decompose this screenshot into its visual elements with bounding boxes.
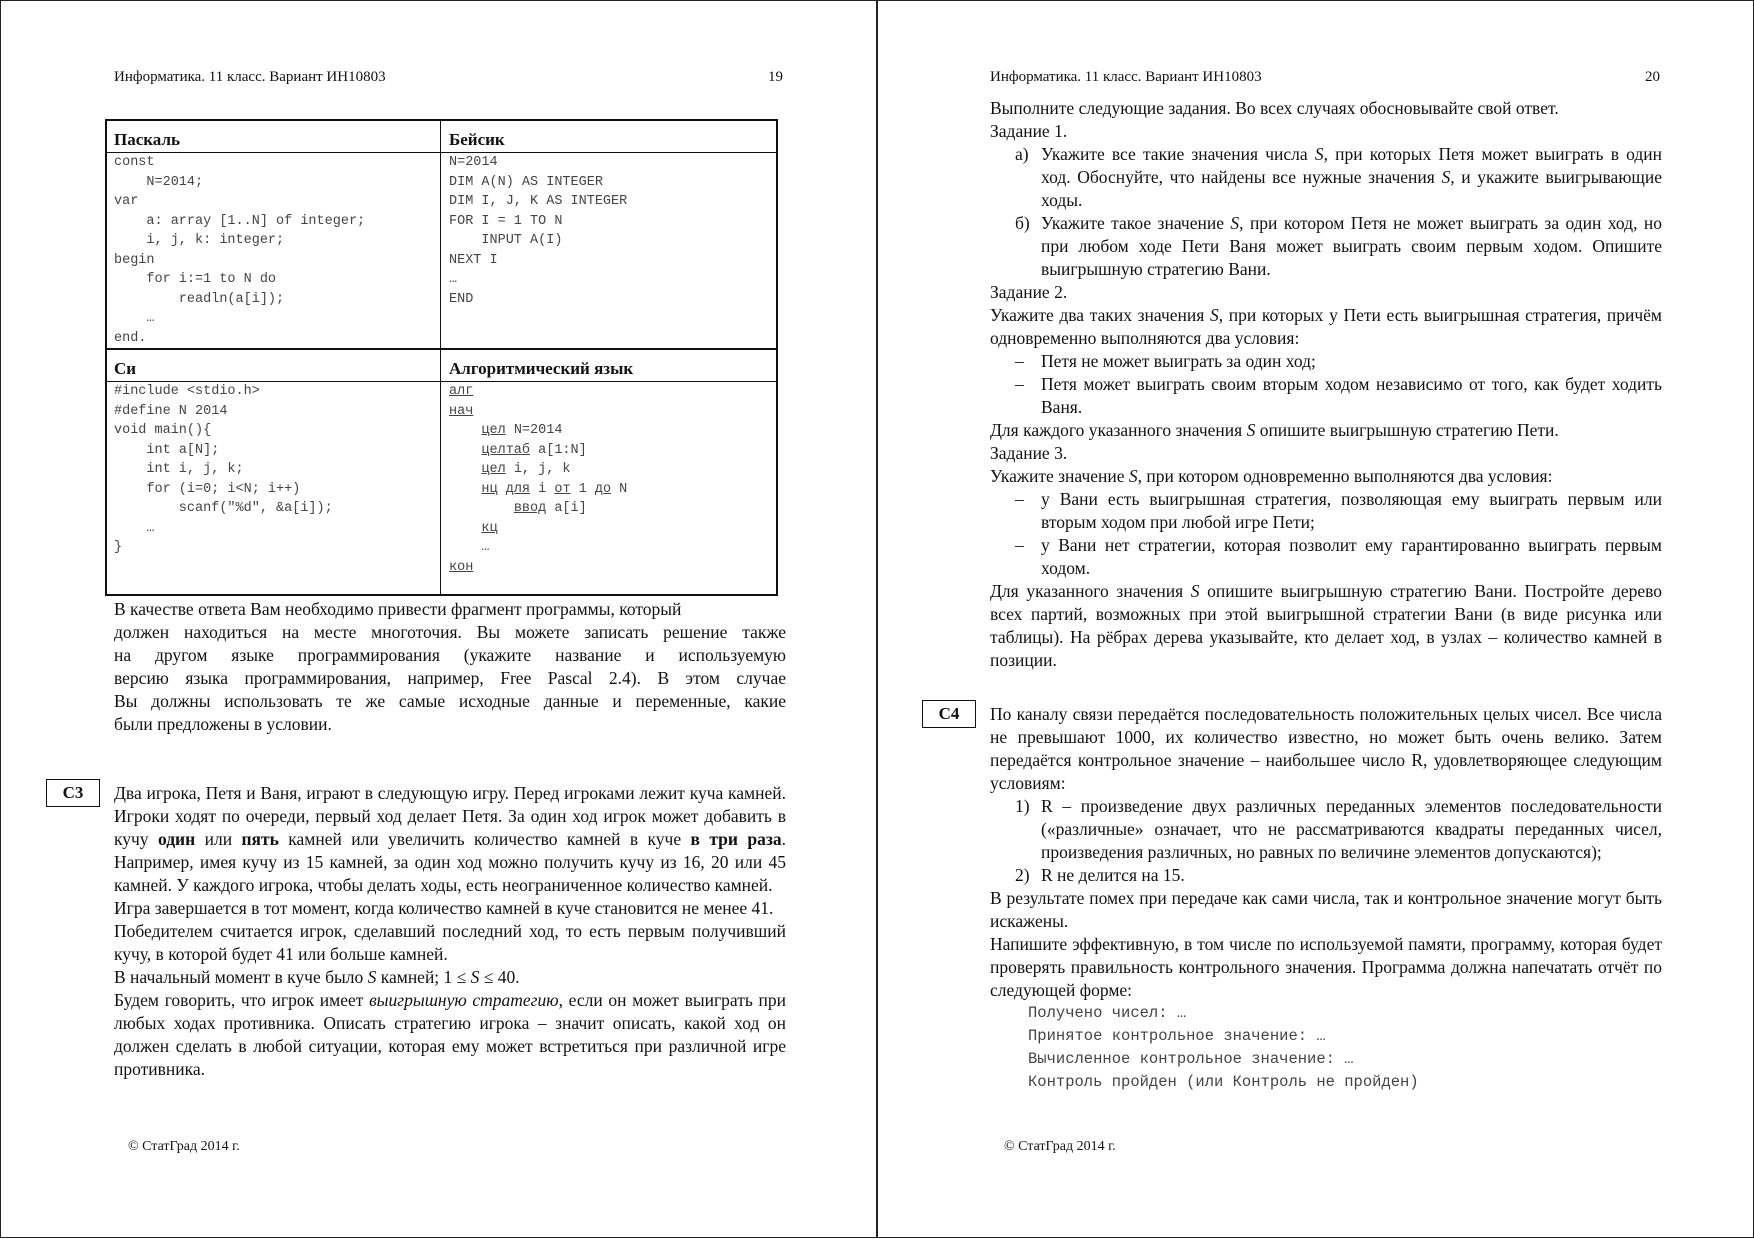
list-text: R – произведение двух различных переданных элементов последовательности («различные» означает, что не рассматриваются квадраты переданных чисел, произведения различных, но равных по величине элементов допускаются); [1041, 796, 1662, 862]
task2-item-1 [990, 350, 1662, 373]
code-line: for (i=0; i<N; i++) [114, 481, 301, 497]
c3-text [114, 782, 786, 1081]
intro-text: Выполните следующие задания. Во всех случаях обосновывайте свой ответ. [990, 98, 1559, 118]
code-line: #define N 2014 [114, 403, 228, 419]
code-line: алг [449, 384, 474, 399]
list-text: Укажите все такие значения числа S, при которых Петя может выиграть в один ход. Обоснуйте, что найдены все нужные значения S, и укажите выигрывающие ходы. [1041, 144, 1663, 210]
task3-item-1 [990, 488, 1662, 534]
pascal-code [114, 153, 365, 348]
code-line: FOR I = 1 TO N [449, 213, 563, 229]
list-text: R не делится на 15. [1041, 865, 1185, 885]
dash-marker: – [1015, 351, 1024, 371]
list-text: у Вани есть выигрышная стратегия, позволяющая ему выиграть первым или вторым ходом при любой игре Пети; [1041, 489, 1662, 532]
c3-paragraph-1: Два игрока, Петя и Ваня, играют в следующую игру. Перед игроками лежит куча камней. Игроки ходят по очереди, первый ход делает Петя. За один ход игрок может добавить в кучу один или пять камней или увеличить количество камней в куче в три раза. Например, имея кучу из 15 камней, за один ход можно получить кучу из 16, 20 или 45 камней. У каждого игрока, чтобы делать ходы, есть неограниченное количество камней. [114, 783, 787, 895]
c3-paragraph-3: Победителем считается игрок, сделавший последний ход, то есть первым получивший кучу, в которой будет 41 или больше камней. [114, 921, 786, 964]
c3-paragraph-2: Игра завершается в тот момент, когда количество камней в куче становится не менее 41. [114, 898, 774, 918]
task3-title: Задание 3. [990, 443, 1068, 463]
text-line: были предложены в условии. [114, 714, 332, 734]
c4-item-2 [990, 864, 1662, 887]
right-copyright: © СтатГрад 2014 г. [1004, 1139, 1116, 1154]
code-line: … [449, 272, 458, 287]
code-line: void main(){ [114, 423, 212, 438]
task2-text: Укажите два таких значения S, при которых у Пети есть выигрышная стратегия, причём одновременно выполняются два условия: [990, 305, 1663, 348]
task1-item-b [990, 212, 1662, 281]
list-text: Петя может выиграть своим вторым ходом независимо от того, как будет ходить Ваня. [1041, 374, 1662, 417]
list-text: у Вани нет стратегии, которая позволит ему гарантированно выиграть первым ходом. [1041, 535, 1662, 578]
text-line: на другом языке программирования (укажите название и используемую [114, 645, 786, 665]
code-line: цел i, j, k [481, 462, 571, 477]
code-line: целтаб a[1:N] [481, 442, 587, 458]
code-line: … [114, 311, 155, 326]
code-line: цел N=2014 [481, 423, 563, 438]
code-line: INPUT A(I) [449, 233, 563, 248]
code-line: нц для i от 1 до N [481, 481, 628, 497]
code-line: DIM I, J, K AS INTEGER [449, 194, 628, 209]
task2-title: Задание 2. [990, 282, 1068, 302]
code-line: END [449, 291, 474, 307]
output-form [990, 1002, 1662, 1094]
code-line: var [114, 194, 139, 209]
list-marker: 2) [1015, 865, 1030, 885]
right-page-number: 20 [1645, 69, 1660, 85]
code-line: a: array [1..N] of integer; [114, 213, 366, 229]
task1-item-a [990, 143, 1662, 212]
code-line: N=2014 [449, 155, 498, 170]
code-line: int i, j, k; [114, 462, 244, 477]
text-line: В качестве ответа Вам необходимо привести фрагмент программы, который [114, 599, 682, 619]
code-line: … [481, 540, 490, 555]
algo-column-title: Алгоритмический язык [449, 359, 634, 378]
c3-paragraph-5: Будем говорить, что игрок имеет выигрышную стратегию, если он может выиграть при любых ходах противника. Описать стратегию игрока – значит описать, какой ход он должен сделать в любой ситуации, которая ему может встретиться при различной игре противника. [114, 990, 786, 1079]
dash-marker: – [1015, 374, 1024, 394]
task-label-c3: С3 [46, 779, 100, 807]
text-line: версию языка программирования, например, Free Pascal 2.4). В этом случае [114, 668, 786, 688]
list-marker: а) [1015, 144, 1029, 164]
task3-text: Укажите значение S, при котором одновременно выполняются два условия: [990, 466, 1553, 486]
c-column-title: Си [114, 359, 137, 378]
pascal-column-title: Паскаль [114, 130, 180, 149]
code-line: кон [449, 559, 474, 575]
code-line: for i:=1 to N do [114, 272, 277, 287]
list-text: Укажите такое значение S, при котором Петя не может выиграть за один ход, но при любом ходе Пети Ваня может выиграть своим первым ходом. Опишите выигрышную стратегию Вани. [1041, 213, 1662, 279]
code-line: NEXT I [449, 252, 498, 268]
code-line: DIM A(N) AS INTEGER [449, 174, 603, 190]
left-page-header-title: Информатика. 11 класс. Вариант ИН10803 [114, 69, 386, 85]
code-line: нач [449, 403, 474, 419]
task2-item-2 [990, 373, 1662, 419]
code-line: #include <stdio.h> [114, 384, 260, 399]
task3-item-2 [990, 534, 1662, 580]
dash-marker: – [1015, 489, 1024, 509]
c4-paragraph-1: По каналу связи передаётся последовательность положительных целых чисел. Все числа не превышают 1000, их количество известно, но может быть очень велико. Затем передаётся контрольное значение – наибольшее число R, удовлетворяющее следующим условиям: [990, 704, 1662, 793]
c4-item-1 [990, 795, 1662, 864]
output-line: Контроль пройден (или Контроль не пройден) [1028, 1073, 1419, 1091]
code-line: } [114, 540, 123, 555]
basic-code [449, 153, 627, 309]
left-page-number: 19 [768, 69, 783, 85]
code-line: end. [114, 330, 147, 346]
code-line: N=2014; [114, 174, 204, 190]
list-marker: 1) [1015, 796, 1030, 816]
answer-paragraph [114, 598, 786, 736]
left-copyright: © СтатГрад 2014 г. [128, 1139, 240, 1154]
code-line: begin [114, 252, 155, 268]
list-text: Петя не может выиграть за один ход; [1041, 351, 1316, 371]
list-marker: б) [1015, 213, 1030, 233]
task3-tail: Для указанного значения S опишите выигрышную стратегию Вани. Постройте дерево всех партий, возможных при этой выигрышной стратегии Вани (в виде рисунка или таблицы). На рёбрах дерева указывайте, кто делает ход, в узлах – количество камней в позиции. [990, 581, 1662, 670]
text-line: должен находиться на месте многоточия. Вы можете записать решение также [114, 622, 786, 642]
code-line: const [114, 155, 155, 170]
c4-paragraph-2: В результате помех при передаче как сами числа, так и контрольное значение могут быть искажены. [990, 888, 1662, 931]
c4-paragraph-3: Напишите эффективную, в том числе по используемой памяти, программу, которая будет проверять правильность контрольного значения. Программа должна напечатать отчёт по следующей форме: [990, 934, 1662, 1000]
code-line: i, j, k: integer; [114, 233, 285, 248]
right-page-header-title: Информатика. 11 класс. Вариант ИН10803 [990, 69, 1262, 85]
output-line: Получено чисел: … [1028, 1004, 1187, 1022]
task2-tail: Для каждого указанного значения S опишите выигрышную стратегию Пети. [990, 420, 1559, 440]
code-line: ввод a[i] [513, 501, 587, 516]
task-label-c4: С4 [922, 700, 976, 728]
c-code [114, 382, 333, 558]
code-line: scanf("%d", &a[i]); [114, 501, 333, 516]
right-page-body [990, 97, 1662, 672]
c4-text [990, 703, 1662, 1094]
output-line: Вычисленное контрольное значение: … [1028, 1050, 1354, 1068]
output-line: Принятое контрольное значение: … [1028, 1027, 1326, 1045]
dash-marker: – [1015, 535, 1024, 555]
code-line: readln(a[i]); [114, 291, 285, 307]
code-line: int a[N]; [114, 442, 220, 458]
algo-code [449, 382, 627, 577]
basic-column-title: Бейсик [449, 130, 505, 149]
code-line: … [114, 520, 155, 536]
code-line: кц [481, 520, 498, 536]
c3-paragraph-4: В начальный момент в куче было S камней; 1 ≤ S ≤ 40. [114, 967, 520, 987]
task1-title: Задание 1. [990, 121, 1068, 141]
text-line: Вы должны использовать те же самые исходные данные и переменные, какие [114, 691, 786, 711]
